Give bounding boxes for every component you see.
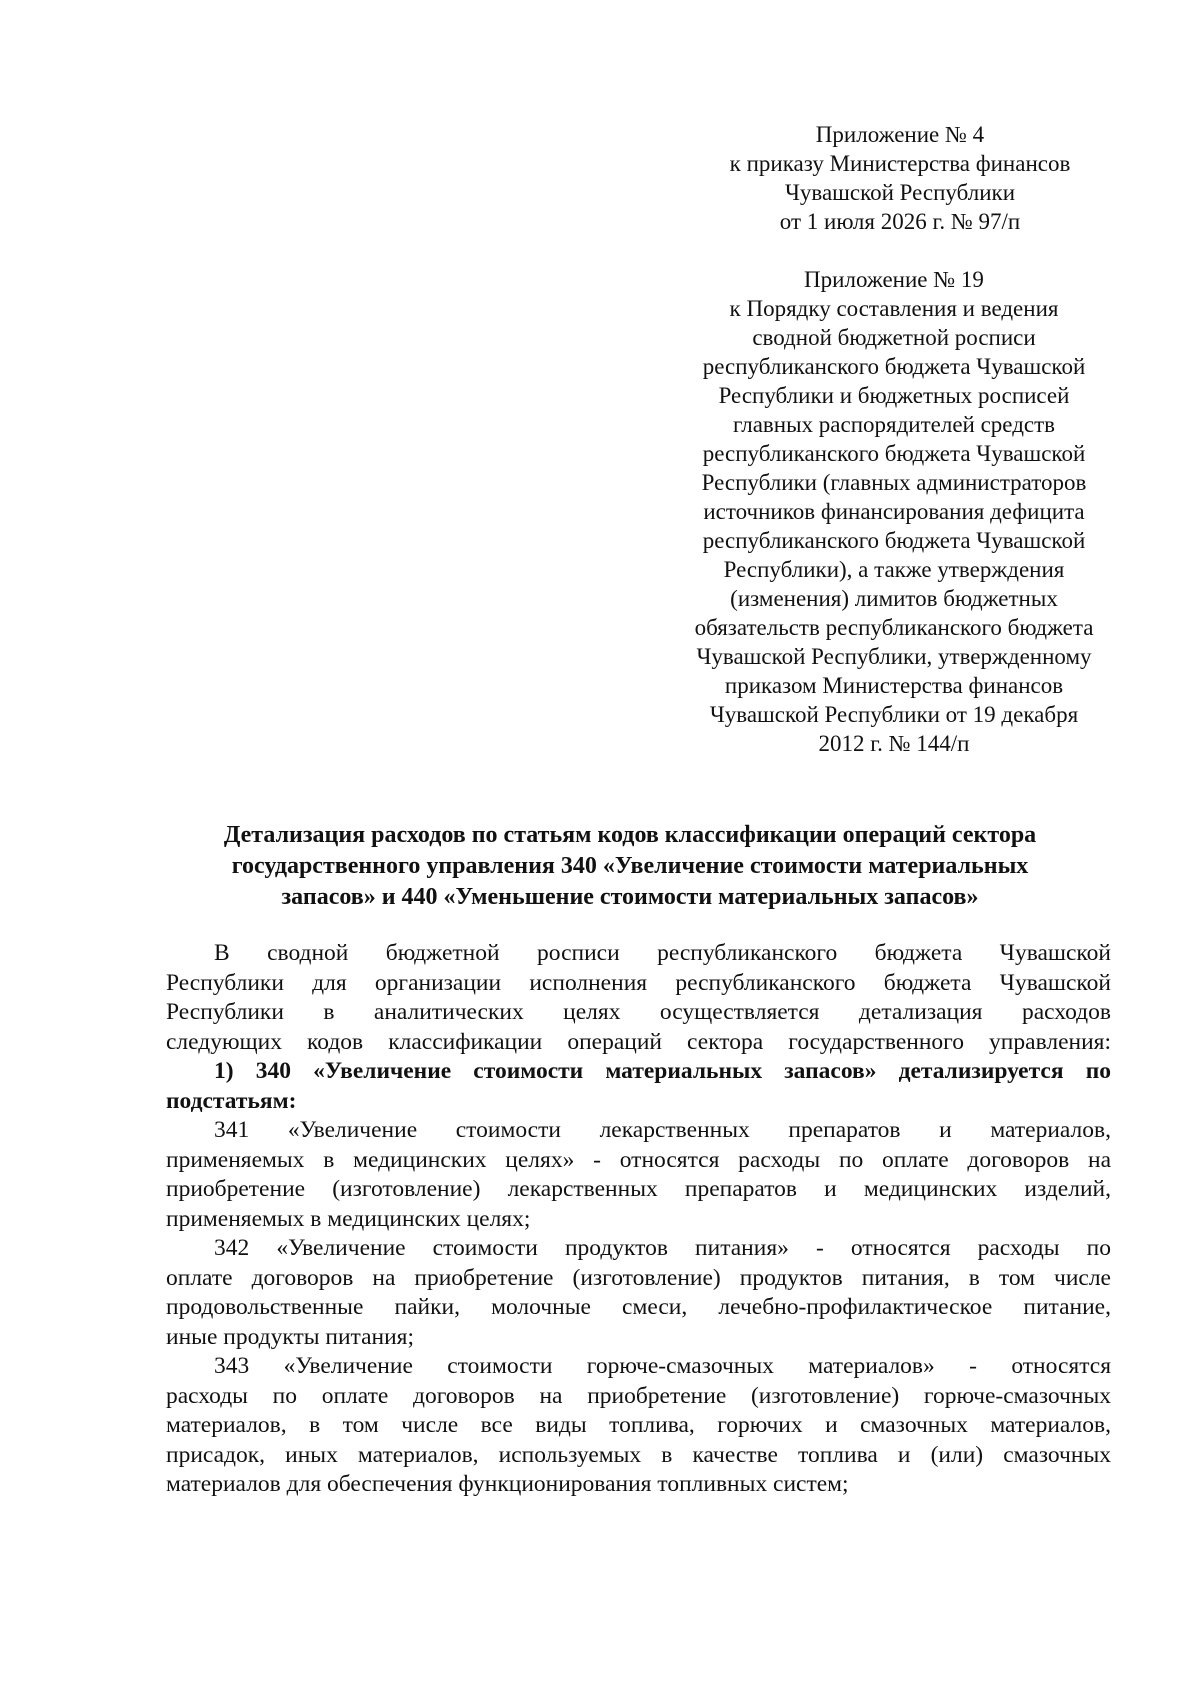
text-line: иные продукты питания; xyxy=(166,1323,415,1350)
text-line: 343 «Увеличение стоимости горюче-смазочных материалов» - относятся xyxy=(214,1353,1111,1379)
paragraph-341 xyxy=(166,1116,1111,1234)
text-line: Республики в аналитических целях осуществляется детализация расходов xyxy=(166,999,1111,1025)
appendix-19-line: главных распорядителей средств xyxy=(732,412,1056,437)
appendix-19-line: (изменения) лимитов бюджетных xyxy=(730,586,1058,611)
appendix-19-line: Республики), а также утверждения xyxy=(723,557,1065,582)
appendix-19-line: приказом Министерства финансов xyxy=(724,673,1064,698)
title-line: Детализация расходов по статьям кодов классификации операций сектора xyxy=(223,822,1037,848)
title-line: запасов» и 440 «Уменьшение стоимости материальных запасов» xyxy=(281,884,979,910)
document-body xyxy=(166,939,1111,1500)
appendix-4-header xyxy=(680,120,1120,236)
text-line: следующих кодов классификации операций сектора государственного управления: xyxy=(166,1028,1111,1055)
appendix-19-line: источников финансирования дефицита xyxy=(703,499,1085,524)
appendix-4-line: к приказу Министерства финансов xyxy=(729,151,1071,176)
text-line: 342 «Увеличение стоимости продуктов питания» - относятся расходы по xyxy=(214,1235,1111,1261)
text-line: материалов для обеспечения функционирования топливных систем; xyxy=(166,1471,849,1497)
text-line: подстатьям: xyxy=(166,1087,297,1114)
text-line: В сводной бюджетной росписи республиканского бюджета Чувашской xyxy=(214,940,1111,966)
appendix-19-line: Республики (главных администраторов xyxy=(701,470,1087,495)
item-1-heading xyxy=(166,1057,1111,1116)
intro-paragraph xyxy=(166,939,1111,1057)
appendix-19-line: сводной бюджетной росписи xyxy=(752,325,1036,350)
appendix-19-line: Чувашской Республики от 19 декабря xyxy=(709,702,1079,727)
appendix-4-line: Приложение № 4 xyxy=(815,122,985,147)
appendix-4-line: от 1 июля 2026 г. № 97/п xyxy=(779,209,1021,234)
appendix-19-line: Республики и бюджетных росписей xyxy=(718,383,1070,408)
text-line: продовольственные пайки, молочные смеси, лечебно-профилактическое питание, xyxy=(166,1294,1111,1320)
appendix-19-line: к Порядку составления и ведения xyxy=(729,296,1059,321)
appendix-19-line: республиканского бюджета Чувашской xyxy=(702,354,1086,379)
appendix-19-line: Чувашской Республики, утвержденному xyxy=(696,644,1092,669)
text-line: применяемых в медицинских целях; xyxy=(166,1205,531,1232)
appendix-19-header xyxy=(668,265,1120,758)
text-line: расходы по оплате договоров на приобретение (изготовление) горюче-смазочных xyxy=(166,1382,1111,1409)
text-line: 1) 340 «Увеличение стоимости материальных запасов» детализируется по xyxy=(214,1058,1111,1084)
appendix-19-line: 2012 г. № 144/п xyxy=(818,731,970,756)
paragraph-342 xyxy=(166,1234,1111,1352)
appendix-19-line: республиканского бюджета Чувашской xyxy=(702,441,1086,466)
title-line: государственного управления 340 «Увеличение стоимости материальных xyxy=(231,853,1029,879)
paragraph-343 xyxy=(166,1352,1111,1500)
document-title xyxy=(150,820,1110,913)
text-line: приобретение (изготовление) лекарственных препаратов и медицинских изделий, xyxy=(166,1176,1111,1202)
text-line: 341 «Увеличение стоимости лекарственных препаратов и материалов, xyxy=(214,1117,1111,1143)
appendix-19-line: республиканского бюджета Чувашской xyxy=(702,528,1086,553)
appendix-4-line: Чувашской Республики xyxy=(784,180,1016,205)
appendix-19-line: Приложение № 19 xyxy=(804,267,984,292)
text-line: применяемых в медицинских целях» - относятся расходы по оплате договоров на xyxy=(166,1146,1111,1173)
text-line: материалов, в том числе все виды топлива, горючих и смазочных материалов, xyxy=(166,1412,1111,1438)
appendix-19-line: обязательств республиканского бюджета xyxy=(694,615,1094,640)
text-line: Республики для организации исполнения республиканского бюджета Чувашской xyxy=(166,969,1111,996)
text-line: оплате договоров на приобретение (изготовление) продуктов питания, в том числе xyxy=(166,1264,1111,1291)
text-line: присадок, иных материалов, используемых в качестве топлива и (или) смазочных xyxy=(166,1441,1111,1468)
